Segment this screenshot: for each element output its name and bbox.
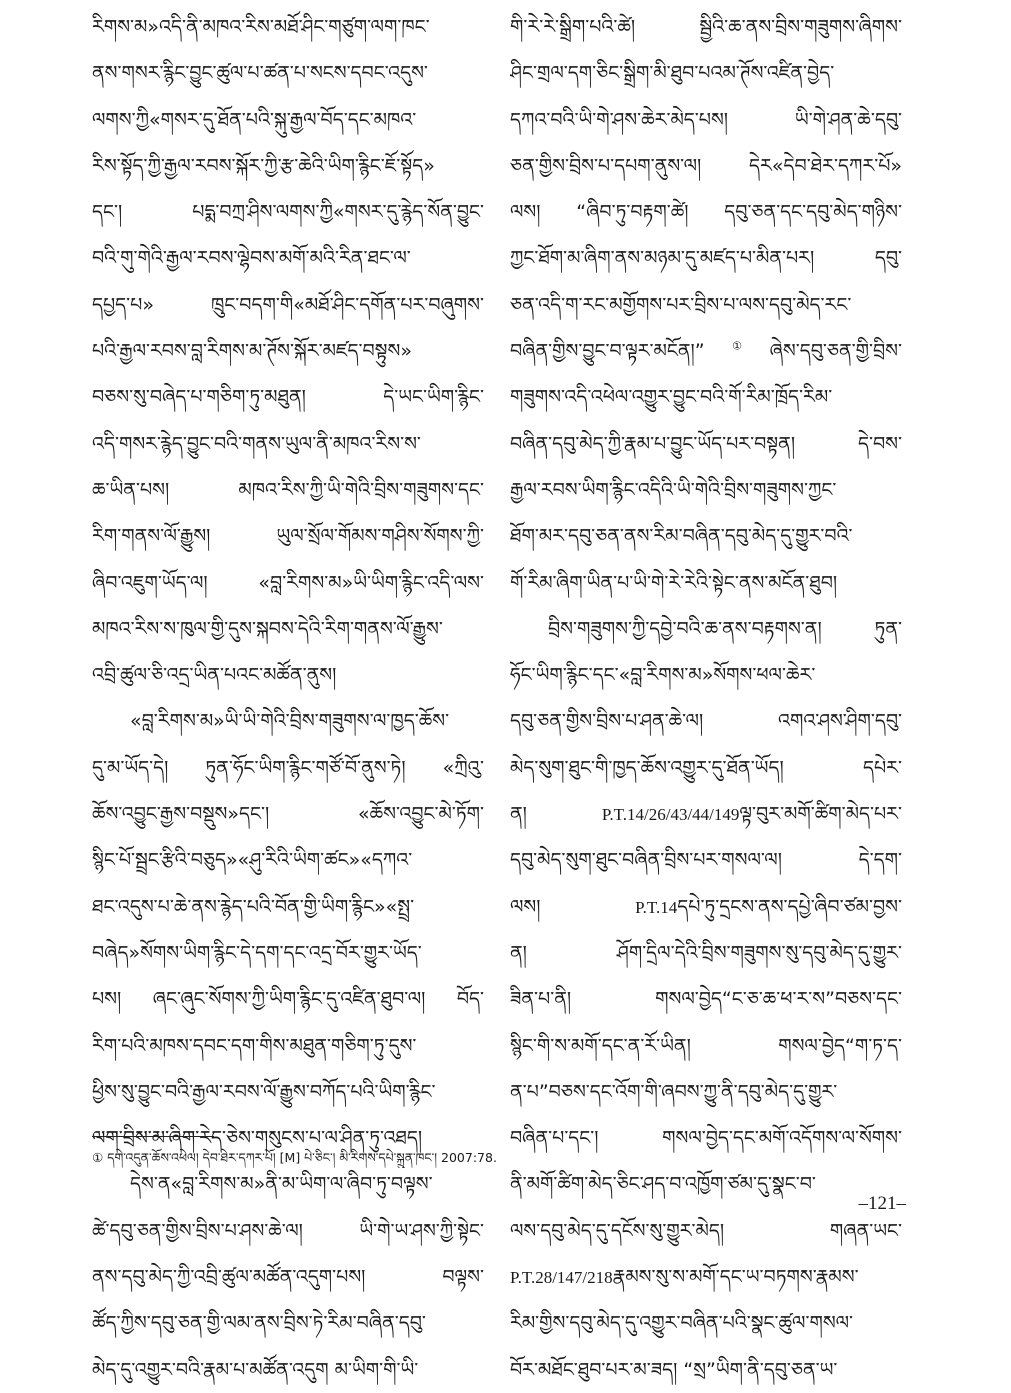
line-text: རིམ་གྱིས་དབུ་མེད་དུ་འགྱུར་བཞིན་པའི་སྣང་ཚུལ་གསལ་: [510, 1312, 854, 1335]
line-text: བོར་མཐོང་ཐུབ་པར་མ་ཟད། “སྲ”ཡིག་ནི་དབུ་ཅན་ཡ་: [510, 1358, 838, 1381]
line-text: ཧོང་ཡིག་རྙིང་དང་«བླ་རིགས་མ»སོགས་ཕལ་ཆེར་: [510, 664, 816, 687]
text-line: [92, 4, 484, 50]
text-line: [92, 976, 484, 1022]
line-text: ནས་དབུ་མེད་ཀྱི་འབྲི་ཚུལ་མཚོན་འདུག་པས། བལྟས་: [92, 1266, 484, 1289]
line-text: རིག་པའི་མཁས་དབང་དག་གིས་མཐུན་གཅིག་ཏུ་དུས་: [92, 1034, 417, 1057]
text-line: [92, 930, 484, 976]
line-text-continued: རྣམས་སུ་ས་མགོ་དང་ཡ་བཏགས་རྣམས་: [612, 1266, 859, 1289]
text-line: [92, 1023, 484, 1069]
line-text: བཅས་སུ་བཞེད་པ་གཅིག་ཏུ་མཐུན། དེ་ཡང་ཡིག་རྙིང་: [92, 386, 484, 409]
line-text: དབུ་ཅན་གྱིས་བྲིས་པ་ཤན་ཆེ་ལ། འགའ་ཤས་ཤིག་དབུ་: [510, 710, 902, 733]
line-text: བཞིན་དབུ་མེད་ཀྱི་རྣམ་པ་བྱུང་ཡོད་པར་བསྟན། དེ་བས་: [510, 432, 902, 455]
footnote-text: དགེ་འདུན་ཆོས་འཕེལ། དེབ་ཐེར་དཀར་པོ། [M] པེ་ཅིང་། མི་རིགས་དཔེ་སྐྲུན་ཁང་། 2007:78.: [107, 1150, 497, 1165]
line-text: པས། ཞང་ཞུང་སོགས་ཀྱི་ཡིག་རྙིང་དུ་འཛིན་ཐུབ་ལ། བོད་: [92, 988, 484, 1011]
text-line: [92, 189, 484, 235]
line-text: པའི་རྒྱལ་རབས་བླ་རིགས་མ་ཊོས་སྐོར་མཛད་བསྟུས»: [92, 340, 412, 363]
text-line: [510, 374, 902, 420]
line-text: ལས། “ཞིབ་ཏུ་བརྟག་ཚེ། དབུ་ཅན་དང་དབུ་མེད་གཉིས་: [510, 201, 902, 224]
text-column-left: [92, 4, 484, 1393]
text-line: [510, 282, 902, 328]
line-text: ཆོས་འབྱུང་རྒྱས་བསྡུས»དང་། «ཆོས་འབྱུང་མེ་ཏོག་: [92, 803, 484, 826]
text-line: [510, 143, 902, 189]
text-line: [92, 791, 484, 837]
text-line: [510, 421, 902, 467]
manuscript-reference: P.T.28/147/218: [510, 1268, 613, 1288]
line-text: གོ་རིམ་ཞིག་ཡིན་པ་ཡི་གེ་རེ་རེའི་སྟེང་ནས་མངོན་ཐུབ།: [510, 571, 838, 594]
line-text: ལག་བྲིས་མ་ཞིག་རེད་ཅེས་གསུངས་པ་ལ་ཤིན་ཏུ་འཐད།: [92, 1127, 423, 1150]
footnote: [92, 1148, 912, 1168]
text-column-right: [510, 4, 902, 1393]
line-text: དཀའ་བའི་ཡི་གེ་ཤས་ཆེར་མེད་པས། ཡི་གེ་ཤན་ཆེ་དབུ་: [510, 108, 902, 131]
text-line: [510, 1023, 902, 1069]
line-text: ཐོག་མར་དབུ་ཅན་ནས་རིམ་བཞིན་དབུ་མེད་དུ་གྱུར་བའི་: [510, 525, 853, 548]
line-text: དེས་ན«བླ་རིགས་མ»ནི་མ་ཡིག་ལ་ཞིབ་ཏུ་བལྟས་: [130, 1173, 433, 1196]
text-line: [510, 1069, 902, 1115]
text-line: [92, 1254, 484, 1300]
line-text: ལས།: [510, 895, 636, 918]
line-text-continued: ཞེས་དབུ་ཅན་གྱི་བྲིས་: [769, 340, 902, 363]
line-text: ཆ་ཡིན་པས། མཁའ་རིས་ཀྱི་ཡི་གེའི་བྲིས་གཟུགས་དང་: [92, 478, 484, 501]
line-text: འབྲི་ཚུལ་ཅི་འདྲ་ཡིན་པའང་མཚོན་ནུས།: [92, 664, 337, 687]
text-line: [92, 1069, 484, 1115]
text-line: [92, 698, 484, 744]
text-line: [92, 652, 484, 698]
text-line: [92, 513, 484, 559]
line-text: ཟིན་པ་ནི། གསལ་བྱེད“ང་ཅ་ཆ་ཕ་ར་ས”བཅས་དང་: [510, 988, 902, 1011]
line-text: ཚོད་ཀྱིས་དབུ་ཅན་གྱི་ལམ་ནས་བྲིས་ཏེ་རིམ་བཞིན་དབུ་: [92, 1312, 426, 1335]
line-text: ལགས་ཀྱི«གསར་དུ་ཐོན་པའི་སྐུ་རྒྱལ་བོད་དང་མཁའ་: [92, 108, 417, 131]
text-line: [510, 976, 902, 1022]
manuscript-reference: P.T.14/26/43/44/149: [601, 805, 740, 825]
line-text: མེད་དུ་འགྱུར་བའི་རྣམ་པ་མཚོན་འདུག མ་ཡིག་གི་ཡི་: [92, 1358, 419, 1381]
line-text: བའི་གུ་གེའི་རྒྱལ་རབས་ལྷེབས་མགོ་མའི་རིན་ཐང་ལ་: [92, 247, 411, 270]
line-text: འདི་གསར་རྙེད་བྱུང་བའི་གནས་ཡུལ་ནི་མཁའ་རིས་ས་: [92, 432, 421, 455]
text-line: [92, 467, 484, 513]
text-line: [510, 1300, 902, 1346]
text-line: [92, 884, 484, 930]
text-line: [510, 328, 902, 374]
line-text: «བླ་རིགས་མ»ཡི་ཡི་གེའི་བྲིས་གཟུགས་ལ་ཁྱད་ཆོས་: [130, 710, 450, 733]
text-line: [92, 421, 484, 467]
text-line: [92, 143, 484, 189]
line-text: ཀྱང་ཐོག་མ་ཞིག་ནས་མཉམ་དུ་མཛད་པ་མིན་པར། དབུ་: [510, 247, 902, 270]
text-line: [510, 837, 902, 883]
line-text: རིག་གནས་ལོ་རྒྱུས། ཡུལ་སྲོལ་གོམས་གཤིས་སོགས་ཀྱི་: [92, 525, 484, 548]
line-text: བཞེད»སོགས་ཡིག་རྙིང་དེ་དག་དང་འདྲ་བོར་གྱུར་ཡོད་: [92, 941, 422, 964]
text-line: [92, 374, 484, 420]
text-line: [92, 97, 484, 143]
footnote-marker: ①: [92, 1150, 104, 1165]
text-line: [510, 1347, 902, 1393]
page-number: –121–: [858, 1193, 906, 1214]
line-text: ཅན་གྱིས་བྲིས་པ་དཔག་ནུས་ལ། དེར«དེབ་ཐེར་དཀར་པོ»: [510, 154, 902, 177]
line-text: བཞིན་གྱིས་བྱུང་བ་ལྟར་མངོན།”: [510, 340, 705, 363]
text-line: [510, 606, 902, 652]
line-text: མཁའ་རིས་ས་ཁུལ་གྱི་དུས་སྐབས་དེའི་རིག་གནས་ལོ་རྒྱུས་: [92, 617, 443, 640]
line-text: མེད་སུག་ཐུང་གི་ཁྱད་ཆོས་འགྱུར་དུ་ཐོན་ཡོད། དཔེར་: [510, 756, 902, 779]
text-line: [510, 467, 902, 513]
line-text: སྙིང་པོ་སྦྲང་རྩིའི་བཅུད»«ཤུ་རིའི་ཡིག་ཚང»«དཀའ་: [92, 849, 413, 872]
text-line: [92, 1347, 484, 1393]
text-line: [92, 837, 484, 883]
line-text: རིགས་མ»འདི་ནི་མཁའ་རིས་མཐོ་ཤིང་གཙུག་ལག་ཁང་: [92, 16, 430, 38]
line-text: བྲིས་གཟུགས་ཀྱི་དབྱེ་བའི་ཆ་ནས་བརྟགས་ན། ཏུན་: [548, 617, 902, 640]
text-line: [92, 745, 484, 791]
line-text: ཤིང་གྲལ་དག་ཅིང་སྒྲིག་མི་ཐུབ་པའམ་ཊོས་འཛིན་བྱེད་: [510, 62, 835, 85]
text-line: [510, 1254, 902, 1300]
text-line: [92, 606, 484, 652]
text-line: [510, 930, 902, 976]
text-line: [510, 698, 902, 744]
line-text: དང་། པདྨ་བཀྲ་ཤིས་ལགས་ཀྱི«གསར་དུ་རྙེད་སོན་བྱུང་: [92, 201, 484, 224]
text-line: [92, 560, 484, 606]
text-line: [510, 189, 902, 235]
line-text-continued: དཔེ་ཏུ་དྲངས་ནས་དཔྱེ་ཞིབ་ཙམ་བྱས་: [677, 895, 902, 918]
text-line: [510, 235, 902, 281]
manuscript-reference: P.T.14: [635, 897, 678, 917]
line-text: ཐང་འདུས་པ་ཆེ་ནས་རྙེད་པའི་བོན་གྱི་ཡིག་རྙིང»«སྤྲ་: [92, 895, 415, 918]
text-line: [510, 97, 902, 143]
line-text: གཟུགས་འདི་འཕེལ་འགྱུར་བྱུང་བའི་གོ་རིམ་ཁྲོད་རིམ་: [510, 386, 833, 409]
text-line: [92, 1161, 484, 1207]
text-line: [510, 791, 902, 837]
line-text-continued: ལྟ་བུར་མགོ་ཚིག་མེད་པར་: [739, 803, 902, 826]
text-line: [92, 328, 484, 374]
text-line: [510, 560, 902, 606]
line-text: ཚེ་དབུ་ཅན་གྱིས་བྲིས་པ་ཤས་ཆེ་ལ། ཡི་གེ་ཡ་ཤས་ཀྱི་སྟེང་: [92, 1219, 484, 1242]
text-line: [510, 652, 902, 698]
line-text: ནས་གསར་རྙིང་བྱུང་ཚུལ་པ་ཚན་པ་སངས་དབང་འདུས་: [92, 62, 428, 85]
line-text: ཅན་འདི་ག་རང་མགྱོགས་པར་བྲིས་པ་ལས་དབུ་མེད་རང་: [510, 293, 852, 316]
text-line: [510, 884, 902, 930]
line-text: གི་རེ་རེ་སྒྲིག་པའི་ཚེ། སྦྱིའི་ཆ་ནས་བྲིས་གཟུགས་ཞིགས་: [510, 16, 902, 38]
line-text: ན།: [510, 803, 602, 826]
line-text: ཕྱིས་སུ་བྱུང་བའི་རྒྱལ་རབས་ལོ་རྒྱུས་བཀོད་པའི་ཡིག་རྙིང་: [92, 1080, 436, 1103]
text-line: [510, 4, 902, 50]
line-text: རིས་སྟོད་ཀྱི་རྒྱལ་རབས་སྐོར་ཀྱི་རྩ་ཆེའི་ཡིག་རྙིང་ཇོ་སྟོད»: [92, 154, 435, 177]
line-text: དཔྱད་པ» ཁྲུང་བདག་གི«མཐོ་ཤིང་དགོན་པར་བཞུགས་: [92, 293, 484, 316]
text-line: [510, 513, 902, 559]
text-line: [92, 282, 484, 328]
line-text: ལས་དབུ་མེད་དུ་དངོས་སུ་གྱུར་མེད། གཞན་ཡང་: [510, 1219, 902, 1242]
text-line: [510, 50, 902, 96]
line-text: ཞིབ་འཇུག་ཡོད་ལ། «བླ་རིགས་མ»ཡི་ཡིག་རྙིང་འདི་ལས་: [92, 571, 484, 594]
text-line: [92, 235, 484, 281]
text-line: [92, 50, 484, 96]
footnote-reference[interactable]: ①: [704, 339, 770, 353]
line-text: ན། ཤོག་དྲིལ་དེའི་བྲིས་གཟུགས་སུ་དབུ་མེད་དུ་གྱུར་: [510, 941, 902, 964]
text-line: [510, 745, 902, 791]
line-text: བཞིན་པ་དང་། གསལ་བྱེད་དང་མགོ་འདོགས་ལ་སོགས་: [510, 1127, 902, 1150]
line-text: རྒྱལ་རབས་ཡིག་རྙིང་འདིའི་ཡི་གེའི་བྲིས་གཟུགས་ཀྱང་: [510, 478, 837, 501]
line-text: ནི་མགོ་ཚིག་མེད་ཅིང་ཤད་བ་འཁྱོག་ཙམ་དུ་སྣང་བ་: [510, 1173, 816, 1196]
text-line: [92, 1208, 484, 1254]
line-text: དབུ་མེད་སུག་ཐུང་བཞིན་བྲིས་པར་གསལ་ལ། དེ་དག་: [510, 849, 902, 872]
line-text: ན་པ”བཅས་དང་འོག་གི་ཞབས་ཀྱུ་ནི་དབུ་མེད་དུ་གྱུར་: [510, 1080, 838, 1103]
footnote-separator: [92, 1136, 214, 1137]
line-text: དུ་མ་ཡོད་དེ། ཏུན་ཧོང་ཡིག་རྙིང་གཙོ་བོ་ནུས་ཏེ། «ཀྲིའུ་: [92, 756, 484, 779]
line-text: སྙིང་གི་ས་མགོ་དང་ན་རོ་ཡིན། གསལ་བྱེད“ག་ཏ་ད་: [510, 1034, 902, 1057]
text-line: [92, 1300, 484, 1346]
